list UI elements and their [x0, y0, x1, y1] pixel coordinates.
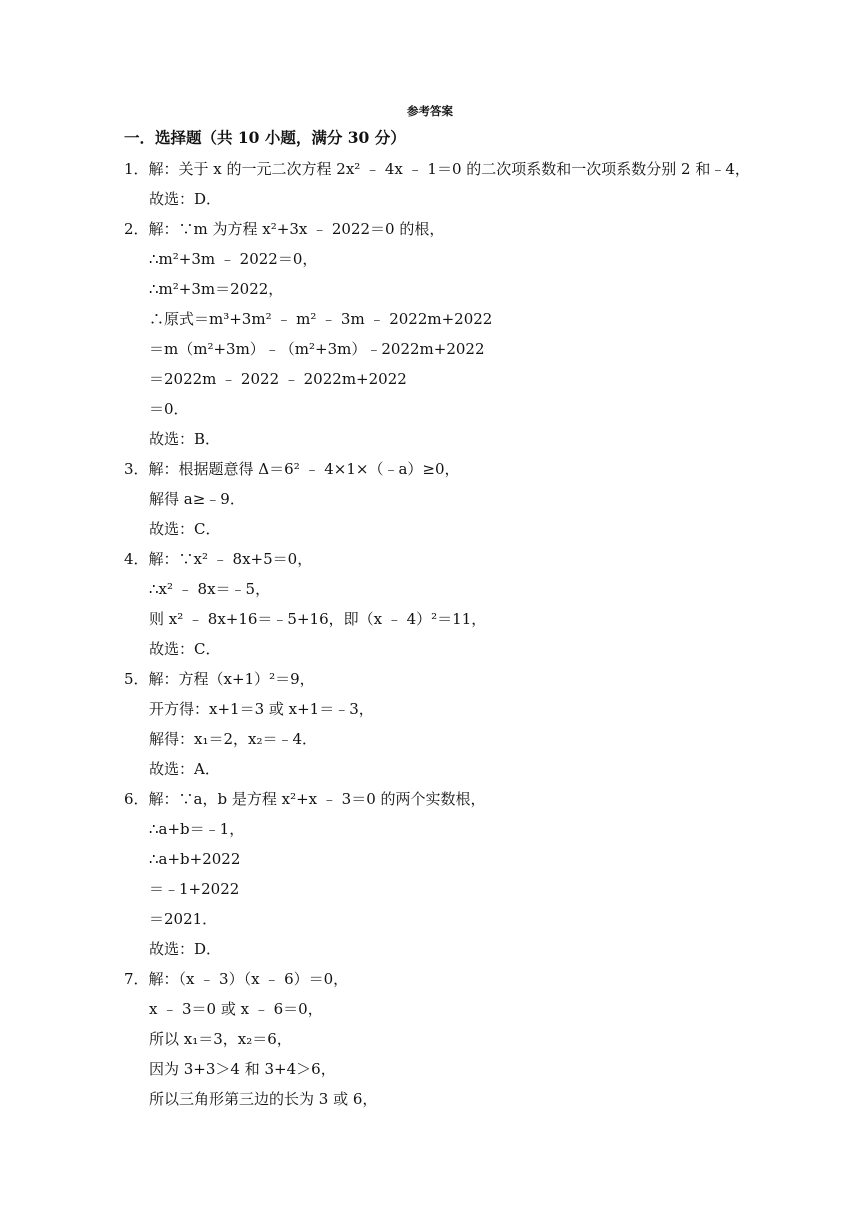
- answer-line: ＝m（m²+3m）﹣（m²+3m）﹣2022m+2022: [149, 340, 485, 358]
- answer-line: 所以 x₁＝3，x₂＝6，: [149, 1030, 292, 1048]
- answer-line: 故选：C．: [149, 640, 221, 658]
- answer-line: 解得 a≥﹣9．: [149, 490, 245, 508]
- answer-line: ∴m²+3m ﹣ 2022＝0，: [149, 250, 318, 268]
- answer-line: ＝2021．: [149, 910, 218, 928]
- answer-line: 3．解：根据题意得 Δ＝6² ﹣ 4×1×（﹣a）≥0，: [124, 460, 460, 478]
- answer-line: ∴a+b+2022: [149, 850, 241, 868]
- answer-line: ＝0．: [149, 400, 189, 418]
- answer-line: 6．解：∵a，b 是方程 x²+x ﹣ 3＝0 的两个实数根，: [124, 790, 486, 808]
- section-heading: 一．选择题（共 10 小题，满分 30 分）: [124, 128, 406, 147]
- answer-line: 开方得：x+1＝3 或 x+1＝﹣3，: [149, 700, 374, 718]
- answer-line: 7．解：（x ﹣ 3）（x ﹣ 6）＝0，: [124, 970, 349, 988]
- answer-line: 则 x² ﹣ 8x+16＝﹣5+16，即（x ﹣ 4）²＝11，: [149, 610, 487, 628]
- answer-line: 1．解：关于 x 的一元二次方程 2x² ﹣ 4x ﹣ 1＝0 的二次项系数和一次项系数分别 2 和﹣4，: [124, 160, 750, 178]
- answer-line: 故选：A．: [149, 760, 220, 778]
- answer-line: 故选：B．: [149, 430, 221, 448]
- answer-line: 故选：D．: [149, 940, 222, 958]
- answer-line: 解得：x₁＝2，x₂＝﹣4．: [149, 730, 318, 748]
- answer-line: 4．解：∵x² ﹣ 8x+5＝0，: [124, 550, 313, 568]
- answer-line: ∴a+b＝﹣1，: [149, 820, 245, 838]
- answer-line: 故选：C．: [149, 520, 221, 538]
- answer-line: ∴x² ﹣ 8x＝﹣5，: [149, 580, 271, 598]
- answer-line: x ﹣ 3＝0 或 x ﹣ 6＝0，: [149, 1000, 323, 1018]
- page-title: 参考答案: [407, 104, 453, 118]
- answer-line: ＝﹣1+2022: [149, 880, 240, 898]
- answer-line: 5．解：方程（x+1）²＝9，: [124, 670, 315, 688]
- answer-line: 因为 3+3＞4 和 3+4＞6，: [149, 1060, 336, 1078]
- answer-line: 2．解：∵m 为方程 x²+3x ﹣ 2022＝0 的根，: [124, 220, 445, 238]
- answer-line: ∴m²+3m＝2022，: [149, 280, 284, 298]
- answer-line: 故选：D．: [149, 190, 222, 208]
- answer-line: ＝2022m ﹣ 2022 ﹣ 2022m+2022: [149, 370, 407, 388]
- answer-line: ∴原式＝m³+3m² ﹣ m² ﹣ 3m ﹣ 2022m+2022: [149, 310, 493, 328]
- answer-line: 所以三角形第三边的长为 3 或 6，: [149, 1090, 378, 1108]
